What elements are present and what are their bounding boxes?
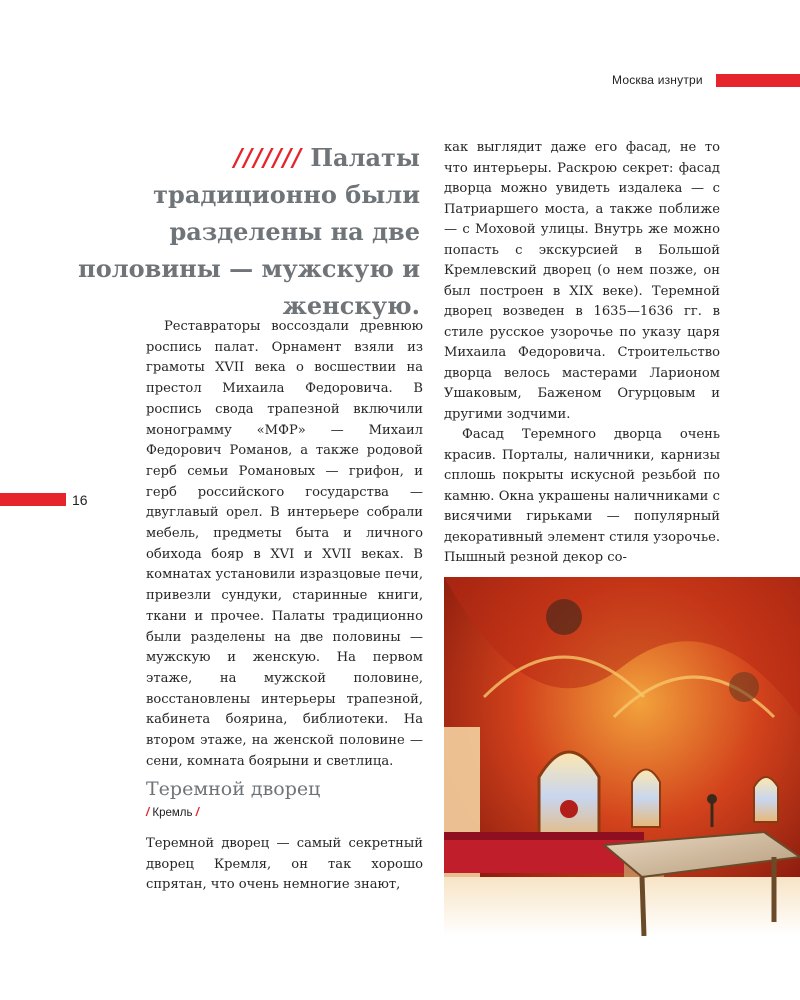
pull-quote [70, 139, 420, 324]
page-number: 16 [72, 492, 88, 508]
location-tag-slash-right: / [195, 807, 199, 819]
right-column-paragraph-1: как выглядит даже его фасад, не то что интерьеры. Раскрою секрет: фасад дворца можно увидеть издалека — с Патриаршего моста, а также поближе — с Моховой улицы. Внутрь же можно попасть с экскурсией в Большой Кремлевский дворец (о нем позже, он был построен в XIX веке). Теремной дворец возведен в 1635—1636 гг. в стиле русское узорочье по указу царя Михаила Федоровича. Строительство дворца велось мастерами Ларионом Ушаковым, Баженом Огурцовым и другими зодчими. [444, 140, 720, 422]
location-tag-slash-left: / [146, 807, 150, 819]
section-title: Теремной дворец [146, 778, 321, 800]
left-column-paragraph: Реставраторы воссоздали древнюю роспись палат. Орнамент взяли из грамоты XVII века о восшествии на престол Михаила Федоровича. В роспись свода трапезной включили монограмму «МФР» — Михаил Федорович Романов, а также родовой герб семьи Романовых — грифон, и герб российского государства — двуглавый орел. В интерьере собрали мебель, предметы быта и личного обихода бояр в XVI и XVII веках. В комнатах установили изразцовые печи, привезли сундуки, старинные книги, ткани и прочее. Палаты традиционно были разделены на две половины — мужскую и женскую. На первом этаже, на мужской половине, восстановлены интерьеры трапезной, кабинета боярина, библиотеки. На втором этаже, на женской половине — сени, комната боярыни и светлица. [146, 319, 423, 769]
left-column [146, 317, 423, 772]
page-number-accent-bar [0, 493, 66, 506]
location-tag-label: Кремль [152, 807, 193, 819]
right-column [444, 138, 720, 569]
running-head: Москва изнутри [612, 73, 703, 87]
running-head-accent-bar [716, 74, 800, 87]
section-intro [146, 834, 423, 896]
location-tag [146, 807, 199, 819]
section-intro-paragraph: Теремной дворец — самый секретный дворец Кремля, он так хорошо спрятан, что очень немногие знают, [146, 836, 423, 893]
pull-quote-slashes: /////// [233, 143, 303, 172]
right-column-paragraph-2: Фасад Теремного дворца очень красив. Порталы, наличники, карнизы сплошь покрыты искусной резьбой по камню. Окна украшены наличниками с висячими гирьками — популярный декоративный элемент стиля узорочье. Пышный резной декор со- [444, 427, 720, 565]
palace-interior-photo [444, 577, 800, 936]
pull-quote-text: Палаты традиционно были разделены на две половины — мужскую и женскую. [78, 143, 420, 320]
